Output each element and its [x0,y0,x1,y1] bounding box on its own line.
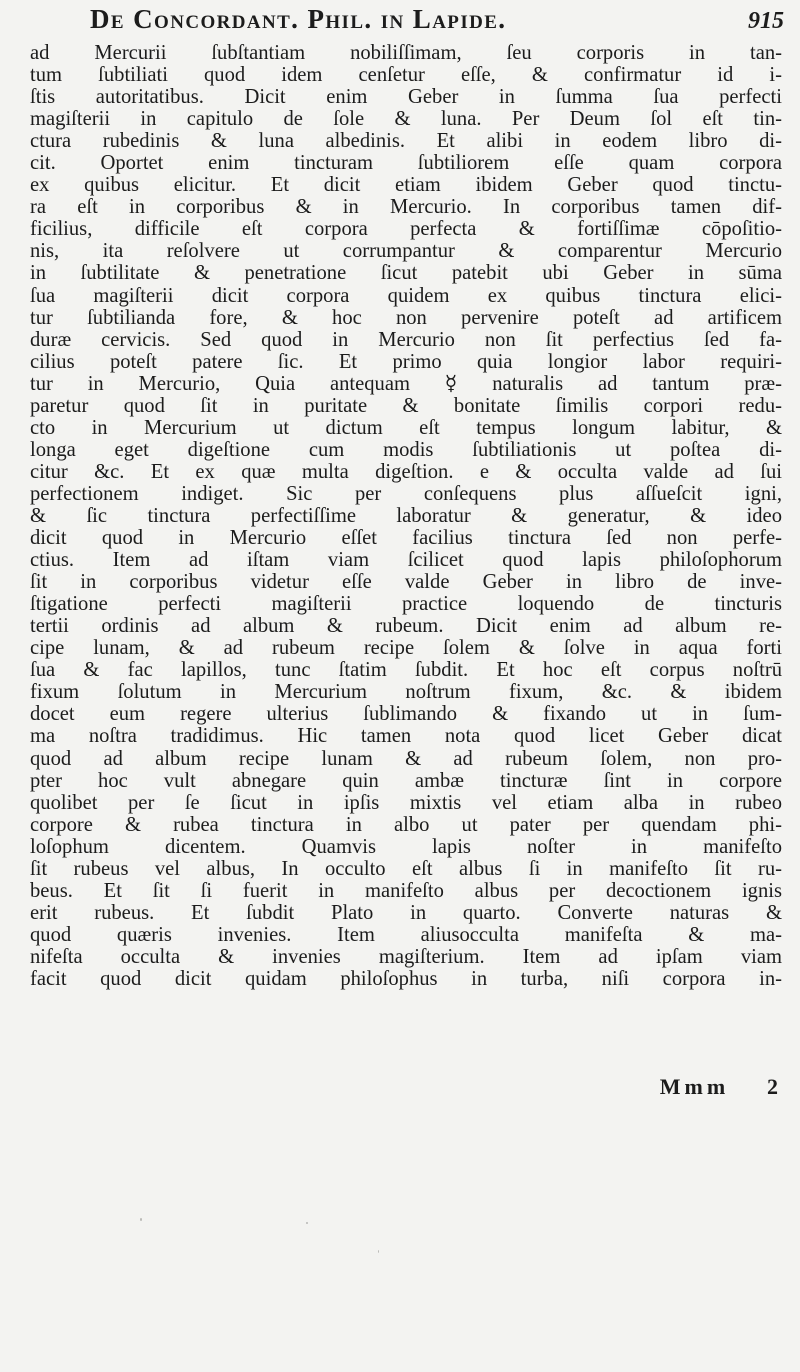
signature-mark: Mmm [659,1074,730,1099]
text-line: tur ſubtilianda fore, & hoc non pervenire poteſt ad artificem [30,306,782,329]
paper-speck [306,1222,308,1224]
text-line: corpore & rubea tinctura in albo ut pater per quendam phi- [30,813,782,836]
text-line: tur in Mercurio, Quia antequam ☿ naturalis ad tantum præ- [30,372,782,395]
text-line: beus. Et ſit ſi fuerit in manifeſto albus per decoctionem ignis [30,879,782,902]
page-number: 915 [748,8,784,34]
text-line: quod ad album recipe lunam & ad rubeum ſolem, non pro- [30,747,782,770]
running-title: De Concordant. Phil. in Lapide. [90,4,507,34]
text-line: ſtigatione perfecti magiſterii practice loquendo de tincturis [30,593,782,616]
body-text [30,42,782,990]
text-line: dicit quod in Mercurio eſſet facilius tinctura ſed non perfe- [30,527,782,550]
text-line: facit quod dicit quidam philoſophus in turba, niſi corpora in- [30,967,782,990]
text-line: ſit in corporibus videtur eſſe valde Geber in libro de inve- [30,571,782,594]
text-line: cto in Mercurium ut dictum eſt tempus longum labitur, & [30,416,782,439]
text-line: tum ſubtiliati quod idem cenſetur eſſe, & confirmatur id i- [30,64,782,87]
text-line: in ſubtilitate & penetratione ſicut patebit ubi Geber in sūma [30,262,782,285]
text-line: ſua & fac lapillos, tunc ſtatim ſubdit. Et hoc eſt corpus noſtrū [30,659,782,682]
text-line: quod quæris invenies. Item aliusocculta manifeſta & ma- [30,923,782,946]
text-line: ma noſtra tradidimus. Hic tamen nota quod licet Geber dicat [30,725,782,748]
text-line: ficilius, difficile eſt corpora perfecta & fortiſſimæ cōpoſitio- [30,218,782,241]
text-line: cit. Oportet enim tincturam ſubtiliorem eſſe quam corpora [30,152,782,175]
text-line: pter hoc vult abnegare quin ambæ tincturæ ſint in corpore [30,769,782,792]
text-line: erit rubeus. Et ſubdit Plato in quarto. Converte naturas & [30,901,782,924]
text-line: ctius. Item ad iſtam viam ſcilicet quod lapis philoſophorum [30,549,782,572]
text-line: ſit rubeus vel albus, In occulto eſt albus ſi in manifeſto ſit ru- [30,857,782,880]
text-line: fixum ſolutum in Mercurium noſtrum fixum, &c. & ibidem [30,681,782,704]
text-line: cipe lunam, & ad rubeum recipe ſolem & ſolve in aqua forti [30,637,782,660]
blank-lower-margin [0,1110,800,1372]
paper-speck [140,1218,142,1221]
text-line: ex quibus elicitur. Et dicit etiam ibidem Geber quod tinctu- [30,174,782,197]
text-line: cilius poteſt patere ſic. Et primo quia longior labor requiri- [30,350,782,373]
text-line: ſua magiſterii dicit corpora quidem ex quibus tinctura elici- [30,284,782,307]
text-line: docet eum regere ulterius ſublimando & fixando ut in ſum- [30,703,782,726]
text-line: quolibet per ſe ſicut in ipſis mixtis vel etiam alba in rubeo [30,791,782,814]
text-line: magiſterii in capitulo de ſole & luna. Per Deum ſol eſt tin- [30,108,782,131]
text-line: loſophum dicentem. Quamvis lapis noſter in manifeſto [30,835,782,858]
signature-number: 2 [766,1074,778,1099]
running-head [40,4,790,40]
paper-speck [378,1250,379,1253]
text-line: ra eſt in corporibus & in Mercurio. In corporibus tamen dif- [30,196,782,219]
text-line: nis, ita reſolvere ut corrumpantur & comparentur Mercurio [30,240,782,263]
text-line: longa eget digeſtione cum modis ſubtiliationis ut poſtea di- [30,438,782,461]
text-line: ad Mercurii ſubſtantiam nobiliſſimam, ſeu corporis in tan- [30,42,782,64]
text-line: nifeſta occulta & invenies magiſterium. Item ad ipſam viam [30,945,782,968]
text-line: perfectionem indiget. Sic per conſequens plus aſſueſcit igni, [30,482,782,505]
text-line: & ſic tinctura perfectiſſime laboratur & generatur, & ideo [30,504,782,527]
signature-line [622,1074,782,1100]
text-line: duræ cervicis. Sed quod in Mercurio non ſit perfectius ſed fa- [30,328,782,351]
text-line: tertii ordinis ad album & rubeum. Dicit enim ad album re- [30,615,782,638]
text-line: ſtis autoritatibus. Dicit enim Geber in ſumma ſua perfecti [30,86,782,109]
text-line: ctura rubedinis & luna albedinis. Et alibi in eodem libro di- [30,130,782,153]
text-line: paretur quod ſit in puritate & bonitate ſimilis corpori redu- [30,394,782,417]
text-line: citur &c. Et ex quæ multa digeſtion. e & occulta valde ad ſui [30,460,782,483]
